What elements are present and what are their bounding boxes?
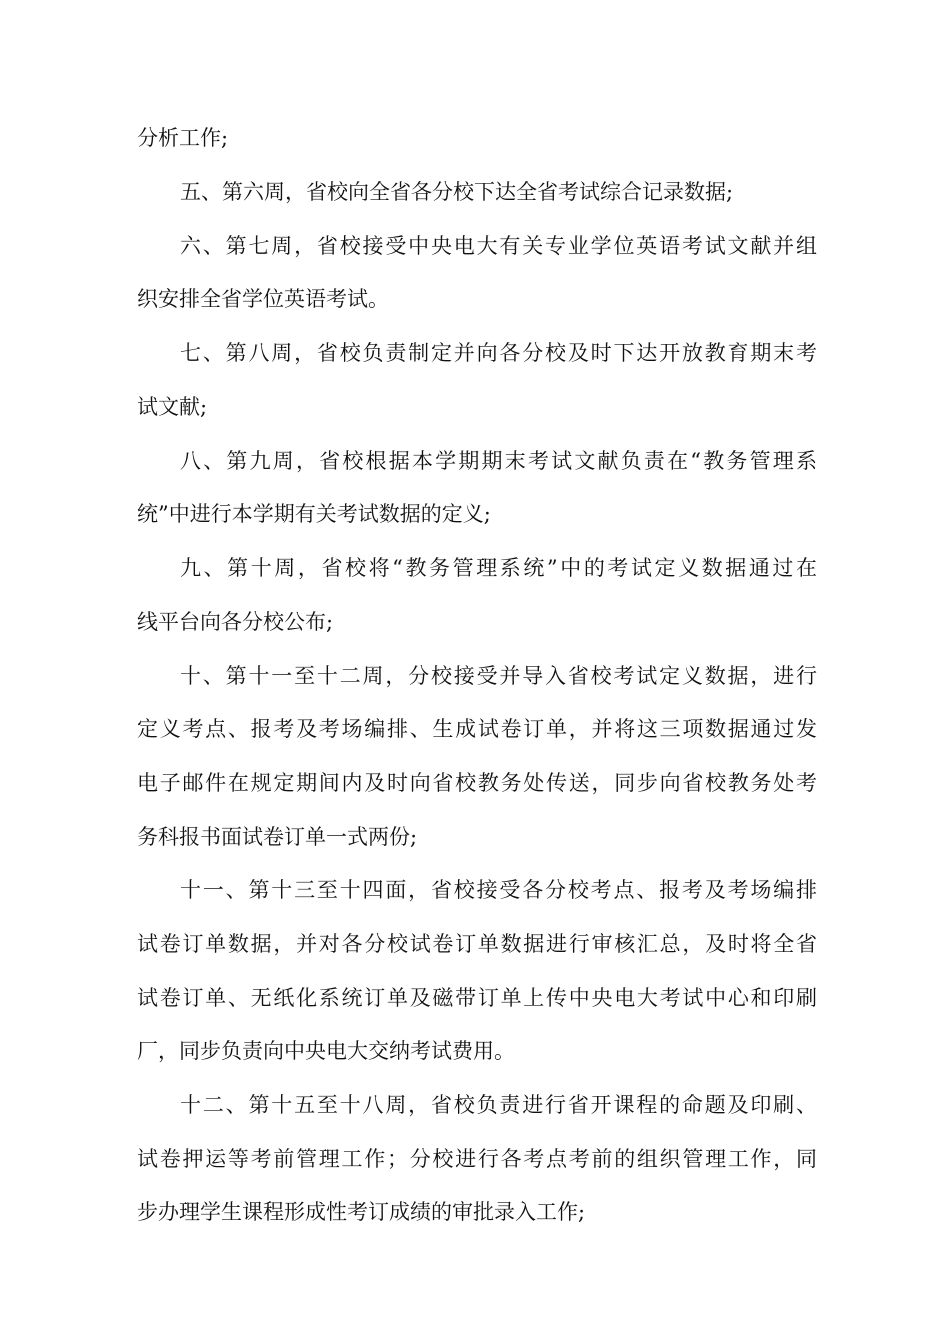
text-line: 务科报书面试卷订单一式两份;: [137, 825, 418, 849]
text-line: 定义考点、报考及考场编排、生成试卷订单，并将这三项数据通过发: [137, 717, 817, 741]
text-line: 五、第六周，省校向全省各分校下达全省考试综合记录数据;: [180, 180, 734, 204]
text-line: 电子邮件在规定期间内及时向省校教务处传送，同步向省校教务处考: [137, 771, 817, 795]
text-line: 六、第七周，省校接受中央电大有关专业学位英语考试文献并组: [180, 234, 817, 258]
text-line: 织安排全省学位英语考试。: [137, 287, 389, 311]
text-line: 试文献;: [137, 395, 208, 419]
text-line: 分析工作;: [137, 126, 229, 150]
text-line: 步办理学生课程形成性考订成绩的审批录入工作;: [137, 1200, 586, 1224]
text-line: 八、第九周，省校根据本学期期末考试文献负责在“教务管理系: [180, 449, 817, 473]
text-line: 十一、第十三至十四面，省校接受各分校考点、报考及考场编排: [180, 878, 817, 902]
text-line: 试卷订单、无纸化系统订单及磁带订单上传中央电大考试中心和印刷: [137, 986, 817, 1010]
text-line: 统”中进行本学期有关考试数据的定义;: [137, 502, 491, 526]
text-line: 十、第十一至十二周，分校接受并导入省校考试定义数据，进行: [180, 664, 817, 688]
text-line: 十二、第十五至十八周，省校负责进行省开课程的命题及印刷、: [180, 1093, 817, 1117]
text-line: 九、第十周，省校将“教务管理系统”中的考试定义数据通过在: [180, 556, 817, 580]
text-line: 线平台向各分校公布;: [137, 610, 334, 634]
text-line: 七、第八周，省校负责制定并向各分校及时下达开放教育期末考: [180, 341, 817, 365]
text-line: 试卷押运等考前管理工作；分校进行各考点考前的组织管理工作，同: [137, 1147, 817, 1171]
text-line: 试卷订单数据，并对各分校试卷订单数据进行审核汇总，及时将全省: [137, 932, 817, 956]
text-line: 厂，同步负责向中央电大交纳考试费用。: [137, 1039, 515, 1063]
